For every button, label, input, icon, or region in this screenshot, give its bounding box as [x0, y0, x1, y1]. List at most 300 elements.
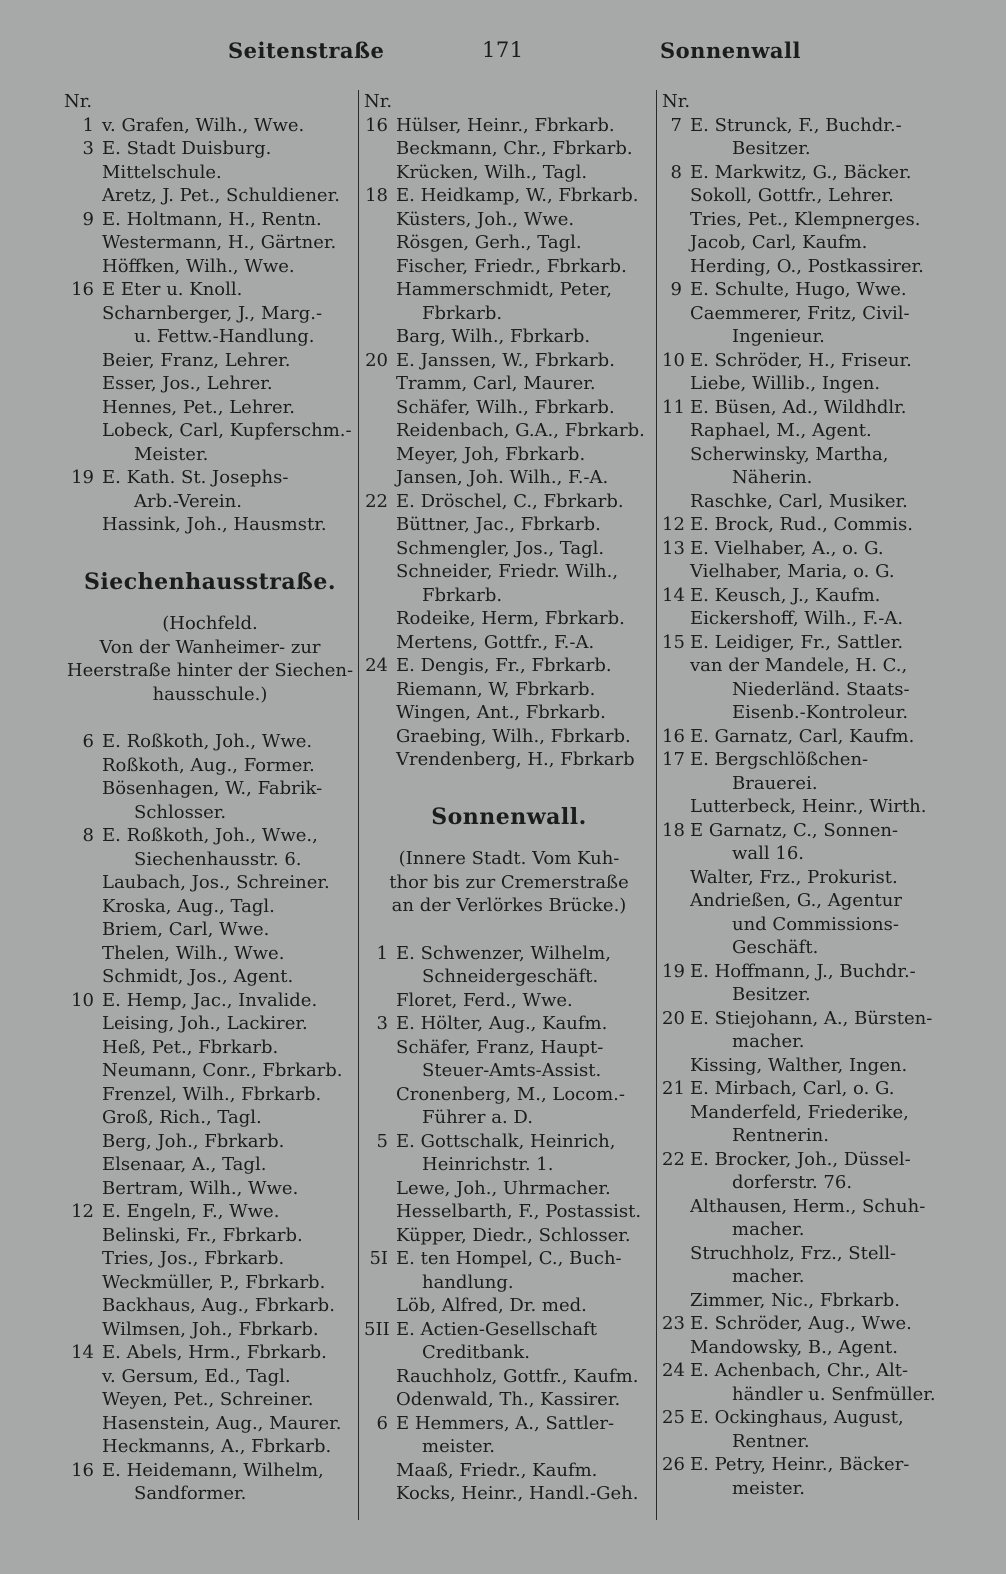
entry-text: Rösgen, Gerh., Tagl. — [396, 232, 582, 253]
directory-entry-line — [662, 1242, 958, 1266]
entry-text: Kissing, Walther, Ingen. — [690, 1054, 908, 1076]
directory-entry-line — [662, 584, 958, 608]
spacer — [364, 678, 396, 702]
directory-entry-line — [364, 1412, 654, 1436]
directory-entry-line — [364, 1388, 654, 1412]
spacer — [388, 942, 396, 966]
entry-text: Zimmer, Nic., Fbrkarb. — [690, 1289, 900, 1311]
directory-entry-line — [364, 537, 654, 561]
directory-entry-line — [662, 678, 958, 702]
entry-text: Liebe, Willib., Ingen. — [690, 373, 881, 394]
spacer — [64, 777, 102, 801]
directory-entry-line — [662, 1148, 958, 1172]
house-number: 14 — [71, 1342, 94, 1363]
spacer — [388, 184, 396, 208]
directory-entry-line — [662, 278, 958, 302]
spacer — [662, 1242, 690, 1266]
directory-entry-line — [364, 1435, 654, 1459]
directory-entry-line — [662, 1289, 958, 1313]
directory-entry-line — [662, 255, 958, 279]
house-number: 17 — [662, 749, 685, 770]
house-number: 3 — [82, 138, 94, 159]
spacer — [662, 1054, 690, 1078]
directory-entry-line — [64, 114, 356, 138]
column-2-entries-section — [364, 942, 654, 1506]
spacer — [662, 1430, 732, 1454]
directory-entry-line — [662, 842, 958, 866]
entry-text: Maaß, Friedr., Kaufm. — [396, 1459, 598, 1481]
directory-entry-line — [662, 936, 958, 960]
entry-text: E. Hölter, Aug., Kaufm. — [396, 1013, 608, 1034]
spacer — [94, 278, 102, 302]
spacer — [364, 1459, 396, 1483]
spacer — [662, 560, 690, 584]
house-number: 1 — [376, 942, 388, 964]
entry-text: Führer a. D. — [422, 1107, 533, 1128]
spacer — [364, 161, 396, 185]
spacer — [364, 1388, 396, 1412]
spacer — [64, 1412, 102, 1436]
entry-text: E. Abels, Hrm., Fbrkarb. — [102, 1342, 327, 1363]
entry-text: E. Ockinghaus, August, — [690, 1407, 904, 1428]
spacer — [64, 1059, 102, 1083]
spacer — [662, 1195, 690, 1219]
spacer — [364, 396, 396, 420]
spacer — [64, 1247, 102, 1271]
directory-entry-line — [64, 730, 356, 754]
directory-entry-line — [64, 1247, 356, 1271]
spacer — [682, 396, 690, 420]
section-description-line: (Innere Stadt. Vom Kuh- — [398, 848, 620, 869]
entry-text: Beckmann, Chr., Fbrkarb. — [396, 138, 633, 159]
entry-text: Jacob, Carl, Kaufm. — [690, 232, 868, 253]
directory-entry-line — [662, 302, 958, 326]
spacer — [64, 419, 102, 443]
house-number: 9 — [82, 208, 94, 230]
section-description-line: Heerstraße hinter der Siechen- — [66, 660, 354, 681]
spacer — [94, 137, 102, 161]
spacer — [682, 960, 690, 984]
directory-entry-line — [662, 513, 958, 537]
spacer — [364, 537, 396, 561]
house-number: 25 — [662, 1407, 685, 1428]
spacer — [64, 1012, 102, 1036]
entry-text: Rauchholz, Gottfr., Kaufm. — [396, 1365, 639, 1387]
entry-text: E. Dengis, Fr., Fbrkarb. — [396, 655, 612, 676]
spacer — [682, 631, 690, 655]
spacer — [662, 1171, 732, 1195]
directory-entry-line — [662, 537, 958, 561]
entry-text: Hennes, Pet., Lehrer. — [102, 396, 296, 418]
spacer — [64, 1130, 102, 1154]
directory-entry-line — [364, 965, 654, 989]
house-number: 12 — [662, 514, 685, 535]
directory-entry-line — [662, 913, 958, 937]
spacer — [94, 466, 102, 490]
directory-entry-line — [64, 349, 356, 373]
entry-text: Jansen, Joh. Wilh., F.-A. — [396, 467, 609, 488]
entry-text: Creditbank. — [422, 1342, 531, 1363]
entry-text: und Commissions- — [732, 913, 899, 935]
spacer — [662, 1336, 690, 1360]
spacer — [94, 1459, 102, 1483]
spacer — [364, 1224, 396, 1248]
directory-entry-line — [662, 983, 958, 1007]
house-number: 5I — [369, 1248, 388, 1269]
directory-entry-line — [64, 443, 356, 467]
directory-entry-line — [662, 1359, 958, 1383]
directory-entry-line — [364, 231, 654, 255]
entry-text: Barg, Wilh., Fbrkarb. — [396, 326, 591, 347]
entry-text: Höffken, Wilh., Wwe. — [102, 255, 295, 277]
house-number: 26 — [662, 1454, 685, 1475]
spacer — [682, 278, 690, 302]
entry-text: Graebing, Wilh., Fbrkarb. — [396, 725, 631, 747]
directory-entry-line — [64, 1459, 356, 1483]
spacer — [662, 936, 732, 960]
spacer — [64, 1224, 102, 1248]
entry-text: E. Garnatz, Carl, Kaufm. — [690, 725, 915, 747]
spacer — [64, 965, 102, 989]
directory-entry-line — [662, 1477, 958, 1501]
spacer — [64, 1083, 102, 1107]
entry-text: Andrießen, G., Agentur — [690, 890, 902, 911]
spacer — [364, 466, 396, 490]
entry-text: Heinrichstr. 1. — [422, 1154, 554, 1175]
column-1-entries-section — [64, 730, 356, 1506]
spacer — [64, 372, 102, 396]
column-1 — [64, 90, 356, 1506]
entry-text: Struchholz, Frz., Stell- — [690, 1242, 897, 1264]
entry-text: Roßkoth, Aug., Former. — [102, 754, 315, 776]
entry-text: E. Strunck, F., Buchdr.- — [690, 114, 902, 136]
spacer — [64, 1177, 102, 1201]
spacer — [682, 114, 690, 138]
entry-text: Meyer, Joh, Fbrkarb. — [396, 443, 586, 465]
spacer — [662, 1124, 732, 1148]
directory-entry-line — [64, 208, 356, 232]
header-left-street: Seitenstraße — [228, 38, 385, 63]
entry-text: E. Markwitz, G., Bäcker. — [690, 161, 912, 183]
spacer — [64, 443, 134, 467]
house-number: 12 — [71, 1201, 94, 1222]
entry-text: Schmidt, Jos., Agent. — [102, 966, 294, 987]
spacer — [94, 1341, 102, 1365]
spacer — [64, 1365, 102, 1389]
spacer — [662, 231, 690, 255]
directory-entry-line — [364, 1036, 654, 1060]
directory-entry-line — [662, 1406, 958, 1430]
spacer — [364, 1200, 396, 1224]
directory-entry-line — [364, 513, 654, 537]
directory-entry-line — [364, 1341, 654, 1365]
entry-text: Beier, Franz, Lehrer. — [102, 349, 291, 371]
directory-entry-line — [364, 396, 654, 420]
directory-entry-line — [364, 1153, 654, 1177]
entry-text: E. Brocker, Joh., Düssel- — [690, 1148, 911, 1170]
spacer — [364, 1106, 422, 1130]
spacer — [662, 1265, 732, 1289]
directory-entry-line — [364, 584, 654, 608]
directory-entry-line — [64, 1200, 356, 1224]
entry-text: van der Mandele, H. C., — [690, 655, 908, 676]
directory-entry-line — [64, 325, 356, 349]
directory-entry-line — [364, 1059, 654, 1083]
directory-entry-line — [364, 1482, 654, 1506]
directory-entry-line — [364, 748, 654, 772]
spacer — [682, 819, 690, 843]
directory-entry-line — [64, 1224, 356, 1248]
spacer — [64, 231, 102, 255]
entry-text: Rentnerin. — [732, 1125, 829, 1146]
spacer — [64, 754, 102, 778]
spacer — [682, 161, 690, 185]
directory-entry-line — [364, 443, 654, 467]
directory-entry-line — [662, 208, 958, 232]
directory-entry-line — [364, 678, 654, 702]
entry-text: Heckmanns, A., Fbrkarb. — [102, 1436, 332, 1457]
entry-text: meister. — [422, 1436, 495, 1457]
spacer — [64, 871, 102, 895]
directory-entry-line — [64, 161, 356, 185]
entry-text: Esser, Jos., Lehrer. — [102, 373, 273, 394]
entry-text: v. Grafen, Wilh., Wwe. — [102, 114, 305, 136]
directory-entry-line — [64, 1059, 356, 1083]
directory-entry-line — [662, 1195, 958, 1219]
directory-entry-line — [662, 490, 958, 514]
entry-text: Brauerei. — [732, 772, 818, 794]
house-number: 7 — [670, 114, 682, 136]
directory-entry-line — [364, 654, 654, 678]
spacer — [364, 1271, 422, 1295]
directory-entry-line — [64, 1106, 356, 1130]
directory-entry-line — [64, 1294, 356, 1318]
spacer — [364, 607, 396, 631]
entry-text: Mertens, Gottfr., F.-A. — [396, 631, 595, 653]
entry-text: Cronenberg, M., Locom.- — [396, 1083, 625, 1105]
entry-text: Rodeike, Herm, Fbrkarb. — [396, 608, 625, 629]
directory-entry-line — [64, 942, 356, 966]
directory-entry-line — [364, 1012, 654, 1036]
entry-text: Arb.-Verein. — [134, 490, 242, 512]
directory-entry-line — [364, 607, 654, 631]
directory-entry-line — [364, 349, 654, 373]
entry-text: Krücken, Wilh., Tagl. — [396, 161, 588, 183]
spacer — [388, 114, 396, 138]
directory-entry-line — [662, 396, 958, 420]
entry-text: Fbrkarb. — [422, 302, 503, 324]
directory-entry-line — [662, 701, 958, 725]
spacer — [364, 1365, 396, 1389]
house-number: 14 — [662, 584, 685, 606]
entry-text: Briem, Carl, Wwe. — [102, 919, 270, 940]
spacer — [364, 513, 396, 537]
entry-text: E. Schröder, Aug., Wwe. — [690, 1313, 912, 1334]
directory-entry-line — [64, 965, 356, 989]
directory-entry-line — [64, 1177, 356, 1201]
spacer — [94, 1200, 102, 1224]
directory-entry-line — [662, 889, 958, 913]
spacer — [662, 443, 690, 467]
house-number: 15 — [662, 631, 685, 653]
spacer — [94, 989, 102, 1013]
entry-text: E. Bergschlößchen- — [690, 749, 869, 770]
directory-entry-line — [662, 631, 958, 655]
section-description-line: hausschule.) — [152, 683, 268, 705]
directory-entry-line — [662, 654, 958, 678]
spacer — [64, 184, 102, 208]
house-number: 23 — [662, 1313, 685, 1334]
entry-text: Tries, Pet., Klempnerges. — [690, 208, 921, 230]
entry-text: Schäfer, Wilh., Fbrkarb. — [396, 396, 615, 418]
entry-text: Backhaus, Aug., Fbrkarb. — [102, 1295, 335, 1316]
spacer — [64, 255, 102, 279]
column-2-entries — [364, 90, 654, 772]
spacer — [662, 772, 732, 796]
directory-entry-line — [662, 960, 958, 984]
entry-text: Lutterbeck, Heinr., Wirth. — [690, 796, 927, 817]
spacer — [662, 866, 690, 890]
column-divider-left — [358, 90, 359, 1520]
spacer — [364, 584, 422, 608]
directory-entry-line — [364, 208, 654, 232]
entry-text: Lobeck, Carl, Kupferschm.- — [102, 420, 352, 441]
directory-entry-line — [364, 1459, 654, 1483]
entry-text: Heß, Pet., Fbrkarb. — [102, 1036, 279, 1058]
directory-entry-line — [64, 1435, 356, 1459]
entry-text: E. Holtmann, H., Rentn. — [102, 208, 322, 230]
spacer — [682, 584, 690, 608]
spacer — [662, 842, 732, 866]
entry-text: E. Hoffmann, J., Buchdr.- — [690, 960, 916, 982]
entry-text: Wingen, Ant., Fbrkarb. — [396, 702, 606, 723]
entry-text: Herding, O., Postkassirer. — [690, 255, 924, 277]
entry-text: Aretz, J. Pet., Schuldiener. — [102, 185, 340, 206]
section-description-line: (Hochfeld. — [162, 613, 258, 634]
directory-entry-line — [364, 1247, 654, 1271]
entry-text: Westermann, H., Gärtner. — [102, 232, 337, 253]
directory-entry-line — [64, 1083, 356, 1107]
entry-text: Floret, Ferd., Wwe. — [396, 989, 573, 1011]
entry-text: E. Actien-Gesellschaft — [396, 1318, 597, 1340]
spacer — [64, 918, 102, 942]
spacer — [64, 490, 134, 514]
entry-text: Besitzer. — [732, 138, 811, 159]
entry-text: Eickershoff, Wilh., F.-A. — [690, 608, 904, 629]
spacer — [364, 1341, 422, 1365]
spacer — [682, 1312, 690, 1336]
spacer — [662, 419, 690, 443]
spacer — [682, 1406, 690, 1430]
entry-text: Manderfeld, Friederike, — [690, 1101, 909, 1123]
directory-entry-line — [364, 137, 654, 161]
directory-entry-line — [662, 866, 958, 890]
directory-entry-line — [662, 795, 958, 819]
directory-entry-line — [64, 777, 356, 801]
entry-text: E. Roßkoth, Joh., Wwe. — [102, 731, 313, 752]
column-3-entries — [662, 90, 958, 1500]
house-number: 6 — [82, 731, 94, 752]
house-number: 10 — [662, 349, 685, 371]
house-number: 16 — [662, 725, 685, 747]
entry-text: Küpper, Diedr., Schlosser. — [396, 1224, 631, 1246]
house-number: 21 — [662, 1078, 685, 1099]
spacer — [364, 231, 396, 255]
directory-entry-line — [662, 1383, 958, 1407]
column-3 — [662, 90, 958, 1500]
entry-text: E. Leidiger, Fr., Sattler. — [690, 631, 904, 653]
spacer — [682, 1453, 690, 1477]
directory-entry-line — [662, 466, 958, 490]
directory-entry-line — [64, 184, 356, 208]
spacer — [364, 208, 396, 232]
spacer — [662, 654, 690, 678]
entry-text: Odenwald, Th., Kassirer. — [396, 1389, 621, 1410]
house-number: 3 — [376, 1013, 388, 1034]
spacer — [662, 137, 732, 161]
directory-entry-line — [64, 1341, 356, 1365]
directory-entry-line — [364, 942, 654, 966]
house-number: 24 — [365, 655, 388, 676]
spacer — [662, 325, 732, 349]
entry-text: E. Roßkoth, Joh., Wwe., — [102, 825, 318, 846]
entry-text: Althausen, Herm., Schuh- — [690, 1195, 926, 1217]
entry-text: Schäfer, Franz, Haupt- — [396, 1036, 604, 1058]
entry-text: Hasenstein, Aug., Maurer. — [102, 1412, 342, 1434]
entry-text: macher. — [732, 1266, 805, 1287]
entry-text: E. Dröschel, C., Fbrkarb. — [396, 490, 624, 512]
entry-text: Fbrkarb. — [422, 584, 503, 606]
house-number: 9 — [670, 279, 682, 300]
directory-entry-line — [64, 1388, 356, 1412]
entry-text: Bösenhagen, W., Fabrik- — [102, 778, 323, 799]
spacer — [364, 255, 396, 279]
spacer — [662, 1101, 690, 1125]
house-number: 18 — [365, 185, 388, 206]
house-number: 8 — [670, 161, 682, 183]
spacer — [388, 349, 396, 373]
spacer — [364, 443, 396, 467]
directory-entry-line — [64, 754, 356, 778]
spacer — [364, 137, 396, 161]
directory-entry-line — [662, 1171, 958, 1195]
house-number: 22 — [365, 490, 388, 512]
column-number-heading — [662, 90, 958, 114]
spacer — [364, 631, 396, 655]
directory-entry-line — [364, 1083, 654, 1107]
spacer — [682, 537, 690, 561]
spacer — [64, 1271, 102, 1295]
house-number: 18 — [662, 819, 685, 841]
spacer — [662, 1030, 732, 1054]
entry-text: Sokoll, Gottfr., Lehrer. — [690, 185, 894, 206]
house-number: 6 — [376, 1412, 388, 1434]
entry-text: Küsters, Joh., Wwe. — [396, 208, 575, 230]
directory-entry-line — [64, 801, 356, 825]
spacer — [364, 1482, 396, 1506]
entry-text: macher. — [732, 1031, 805, 1052]
spacer — [364, 725, 396, 749]
directory-entry-line — [662, 372, 958, 396]
directory-entry-line — [64, 1365, 356, 1389]
entry-text: E. Stiejohann, A., Bürsten- — [690, 1007, 933, 1029]
entry-text: E. Schwenzer, Wilhelm, — [396, 942, 611, 964]
directory-entry-line — [64, 871, 356, 895]
directory-entry-line — [364, 560, 654, 584]
spacer — [94, 730, 102, 754]
house-number: 20 — [365, 349, 388, 371]
directory-entry-line — [64, 466, 356, 490]
